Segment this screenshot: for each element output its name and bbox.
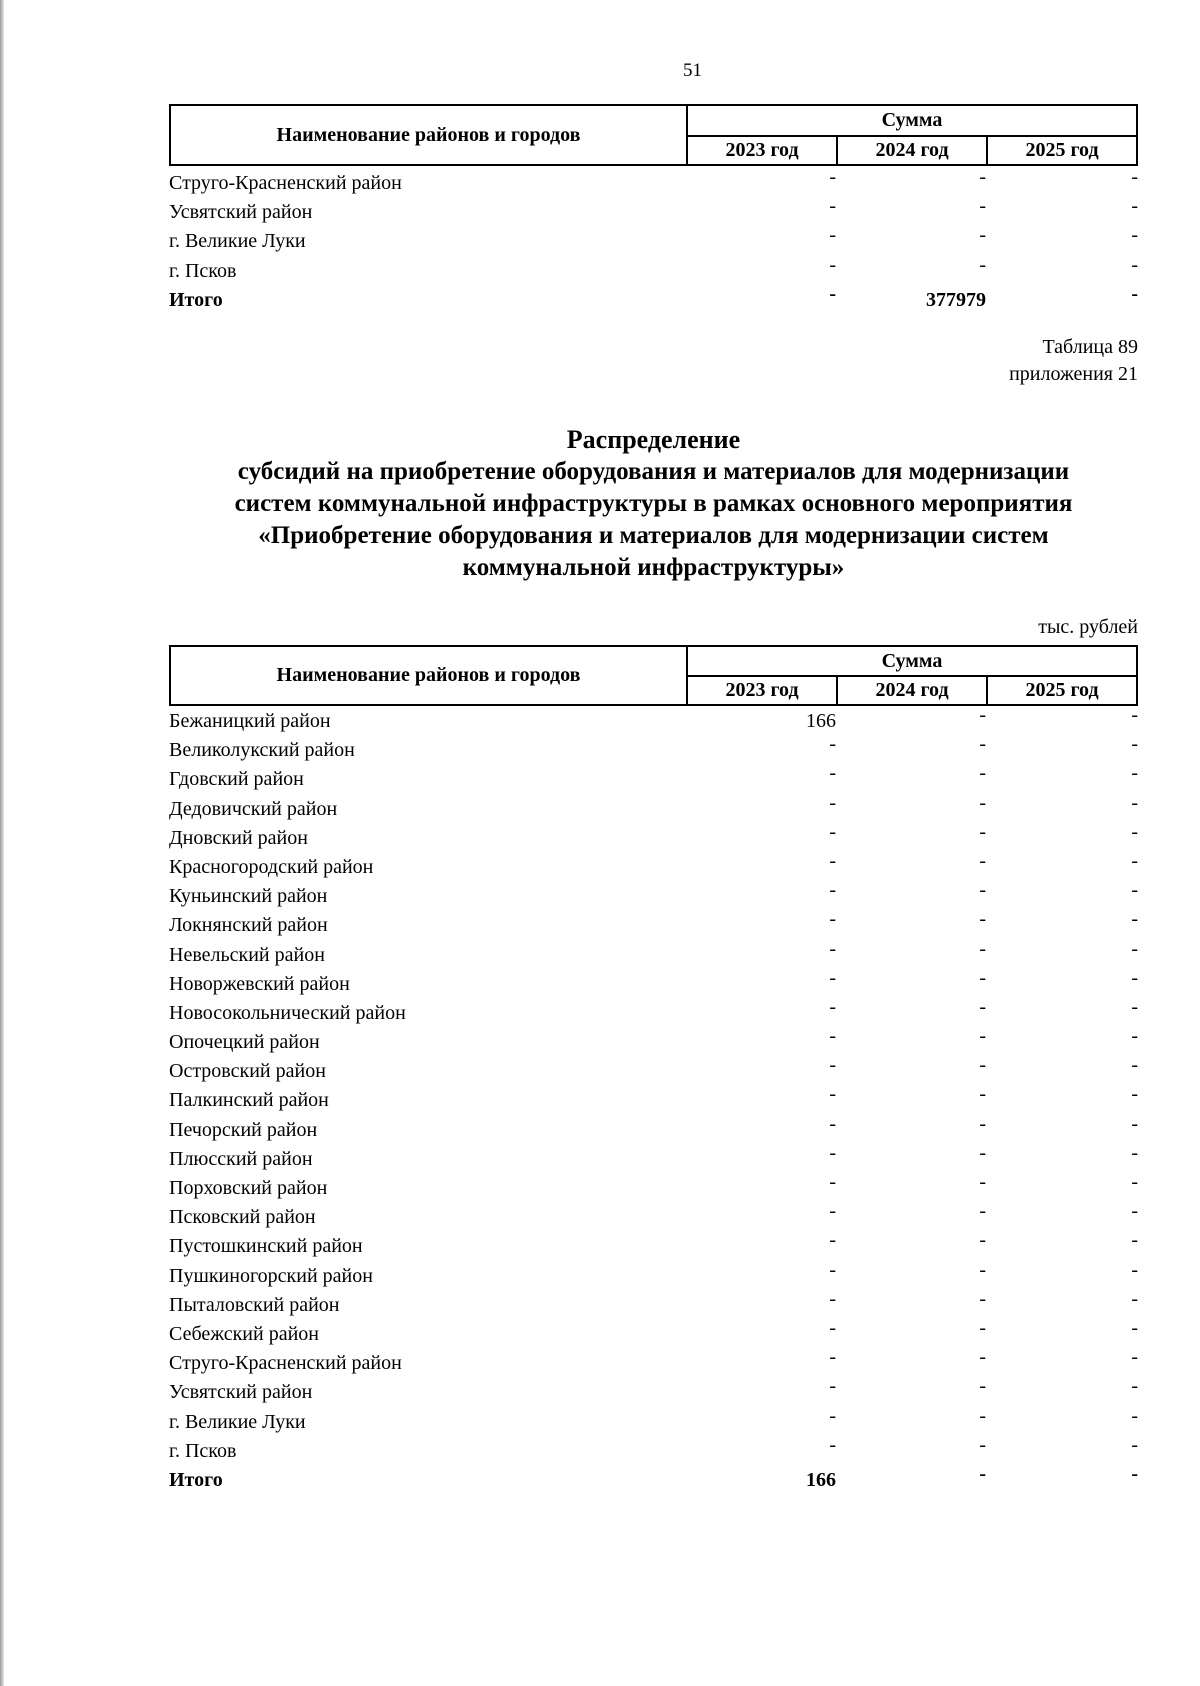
- column-header-2023: 2023 год: [687, 676, 837, 705]
- title-line-3: систем коммунальной инфраструктуры в рамках основного мероприятия: [234, 490, 1073, 517]
- row-value-2025: -: [1131, 1025, 1138, 1048]
- row-value-2025: -: [1131, 1316, 1138, 1339]
- row-name: Новосокольнический район: [169, 1001, 406, 1024]
- row-value-2025: -: [1131, 820, 1138, 843]
- row-value-2025: -: [1131, 1346, 1138, 1369]
- units-label: тыс. рублей: [1038, 616, 1138, 638]
- row-name: Плюсский район: [169, 1147, 313, 1170]
- row-value-2024: -: [979, 1375, 986, 1398]
- row-name: Новоржевский район: [169, 972, 350, 995]
- row-name: Островский район: [169, 1060, 326, 1083]
- row-value-2024: -: [979, 820, 986, 843]
- row-value-2025: -: [1131, 1171, 1138, 1193]
- row-name: Невельский район: [169, 943, 325, 966]
- row-value-2025: -: [1131, 908, 1138, 931]
- row-value-2024: -: [979, 1054, 986, 1077]
- row-name: Усвятский район: [169, 201, 313, 224]
- row-name: Дновский район: [169, 826, 308, 849]
- column-header-2024: 2024 год: [837, 136, 987, 165]
- scan-edge: [0, 0, 4, 1686]
- row-value-2023: -: [829, 1025, 836, 1048]
- row-name: Опочецкий район: [169, 1031, 320, 1054]
- row-value-2024: -: [979, 1171, 986, 1193]
- row-name: Пустошкинский район: [169, 1235, 363, 1258]
- row-value-2025: -: [1131, 253, 1138, 276]
- row-value-2024: -: [979, 733, 986, 756]
- row-name: Псковский район: [169, 1206, 316, 1229]
- table-main-body: [169, 704, 1138, 1495]
- row-value-2025: -: [1131, 1433, 1138, 1456]
- row-value-2025: -: [1131, 704, 1138, 726]
- row-value-2024: 377979: [926, 288, 986, 311]
- row-value-2025: -: [1131, 282, 1138, 305]
- row-value-2023: -: [829, 791, 836, 814]
- row-value-2024: -: [979, 1404, 986, 1427]
- row-value-2025: -: [1131, 1112, 1138, 1135]
- column-header-name: Наименование районов и городов: [170, 646, 687, 705]
- row-name: Великолукский район: [169, 739, 355, 762]
- row-value-2024: -: [979, 1112, 986, 1135]
- row-value-2025: -: [1131, 1404, 1138, 1427]
- row-value-2024: -: [979, 1258, 986, 1281]
- row-value-2024: -: [979, 966, 986, 989]
- row-value-2024: -: [979, 195, 986, 218]
- row-value-2023: -: [829, 195, 836, 218]
- row-value-2025: -: [1131, 1200, 1138, 1223]
- table-top-body: [169, 166, 1138, 315]
- row-name: Усвятский район: [169, 1381, 313, 1404]
- row-name: Порховский район: [169, 1177, 328, 1199]
- row-name: Пушкиногорский район: [169, 1264, 373, 1287]
- row-value-2024: -: [979, 908, 986, 931]
- row-name: Себежский район: [169, 1322, 319, 1345]
- row-value-2023: 166: [806, 710, 836, 732]
- title-line-1: Распределение: [566, 425, 741, 454]
- row-value-2023: -: [829, 282, 836, 305]
- row-value-2024: -: [979, 1229, 986, 1252]
- row-value-2025: -: [1131, 791, 1138, 814]
- row-value-2025: -: [1131, 1054, 1138, 1077]
- title-line-5: коммунальной инфраструктуры»: [462, 554, 845, 581]
- row-value-2024: -: [979, 1141, 986, 1164]
- row-value-2024: -: [979, 704, 986, 726]
- row-name: Печорский район: [169, 1118, 318, 1141]
- row-value-2024: -: [979, 995, 986, 1018]
- column-header-2025: 2025 год: [987, 676, 1137, 705]
- row-value-2023: -: [829, 1171, 836, 1193]
- row-value-2024: -: [979, 879, 986, 902]
- row-name: Пыталовский район: [169, 1293, 340, 1316]
- row-name: Красногородский район: [169, 855, 374, 878]
- row-value-2024: -: [979, 166, 986, 188]
- column-header-sum: Сумма: [687, 105, 1137, 136]
- table-number: Таблица 89: [1042, 336, 1138, 358]
- row-value-2025: -: [1131, 224, 1138, 247]
- row-value-2023: 166: [806, 1468, 836, 1491]
- column-header-sum: Сумма: [687, 646, 1137, 676]
- row-value-2023: -: [829, 224, 836, 247]
- row-name: Струго-Красненский район: [169, 172, 402, 194]
- row-value-2025: -: [1131, 195, 1138, 218]
- row-value-2025: -: [1131, 1375, 1138, 1398]
- row-name: Итого: [169, 288, 223, 311]
- row-value-2025: -: [1131, 1258, 1138, 1281]
- row-value-2023: -: [829, 820, 836, 843]
- row-value-2024: -: [979, 1025, 986, 1048]
- row-value-2024: -: [979, 762, 986, 785]
- column-header-2024: 2024 год: [837, 676, 987, 705]
- row-value-2025: -: [1131, 166, 1138, 188]
- row-value-2023: -: [829, 166, 836, 188]
- row-value-2023: -: [829, 879, 836, 902]
- row-value-2025: -: [1131, 1229, 1138, 1252]
- row-value-2023: -: [829, 1258, 836, 1281]
- row-value-2023: -: [829, 908, 836, 931]
- row-value-2023: -: [829, 762, 836, 785]
- column-header-2025: 2025 год: [987, 136, 1137, 165]
- row-value-2023: -: [829, 995, 836, 1018]
- row-value-2025: -: [1131, 849, 1138, 872]
- row-value-2023: -: [829, 1404, 836, 1427]
- title-line-4: «Приобретение оборудования и материалов для модернизации систем: [258, 522, 1049, 549]
- row-value-2025: -: [1131, 937, 1138, 960]
- row-value-2024: -: [979, 1083, 986, 1106]
- row-name: Итого: [169, 1468, 223, 1491]
- row-value-2024: -: [979, 849, 986, 872]
- table-main-header: [169, 645, 1138, 706]
- row-value-2025: -: [1131, 879, 1138, 902]
- row-name: г. Псков: [169, 1439, 237, 1462]
- table-total-row: [169, 282, 1138, 315]
- row-value-2023: -: [829, 1200, 836, 1223]
- row-value-2023: -: [829, 849, 836, 872]
- row-value-2025: -: [1131, 1462, 1138, 1485]
- row-value-2023: -: [829, 1287, 836, 1310]
- row-value-2025: -: [1131, 762, 1138, 785]
- row-value-2023: -: [829, 1433, 836, 1456]
- row-value-2024: -: [979, 1462, 986, 1485]
- row-value-2023: -: [829, 1229, 836, 1252]
- row-value-2024: -: [979, 1200, 986, 1223]
- table-top: [169, 104, 1138, 315]
- row-name: Гдовский район: [169, 768, 304, 791]
- table-caption: [1009, 334, 1138, 388]
- row-value-2025: -: [1131, 1141, 1138, 1164]
- row-name: Палкинский район: [169, 1089, 329, 1112]
- row-name: Бежаницкий район: [169, 710, 331, 732]
- column-header-name: Наименование районов и городов: [170, 105, 687, 165]
- row-value-2023: -: [829, 1112, 836, 1135]
- row-value-2023: -: [829, 1083, 836, 1106]
- row-value-2024: -: [979, 224, 986, 247]
- row-value-2025: -: [1131, 995, 1138, 1018]
- row-value-2025: -: [1131, 733, 1138, 756]
- row-name: Локнянский район: [169, 914, 328, 937]
- table-top-header: [169, 104, 1138, 166]
- column-header-2023: 2023 год: [687, 136, 837, 165]
- row-value-2024: -: [979, 1346, 986, 1369]
- row-value-2023: -: [829, 966, 836, 989]
- row-name: г. Псков: [169, 259, 237, 282]
- row-value-2023: -: [829, 1054, 836, 1077]
- row-name: Куньинский район: [169, 885, 328, 908]
- row-name: Струго-Красненский район: [169, 1352, 402, 1375]
- row-value-2023: -: [829, 733, 836, 756]
- row-name: Дедовичский район: [169, 797, 338, 820]
- row-value-2025: -: [1131, 1287, 1138, 1310]
- row-value-2024: -: [979, 1287, 986, 1310]
- row-value-2025: -: [1131, 966, 1138, 989]
- title-line-2: субсидий на приобретение оборудования и материалов для модернизации: [237, 458, 1070, 485]
- table-total-row: [169, 1462, 1138, 1495]
- row-value-2023: -: [829, 1346, 836, 1369]
- document-title: [169, 424, 1138, 584]
- row-value-2023: -: [829, 1316, 836, 1339]
- row-name: г. Великие Луки: [169, 230, 306, 253]
- page-number: 51: [683, 60, 702, 81]
- table-main: [169, 645, 1138, 1495]
- row-value-2024: -: [979, 1316, 986, 1339]
- appendix-number: приложения 21: [1009, 363, 1138, 385]
- row-value-2025: -: [1131, 1083, 1138, 1106]
- row-value-2024: -: [979, 1433, 986, 1456]
- row-value-2023: -: [829, 1141, 836, 1164]
- row-value-2023: -: [829, 253, 836, 276]
- row-name: г. Великие Луки: [169, 1410, 306, 1433]
- row-value-2023: -: [829, 937, 836, 960]
- row-value-2023: -: [829, 1375, 836, 1398]
- row-value-2024: -: [979, 937, 986, 960]
- row-value-2024: -: [979, 791, 986, 814]
- row-value-2024: -: [979, 253, 986, 276]
